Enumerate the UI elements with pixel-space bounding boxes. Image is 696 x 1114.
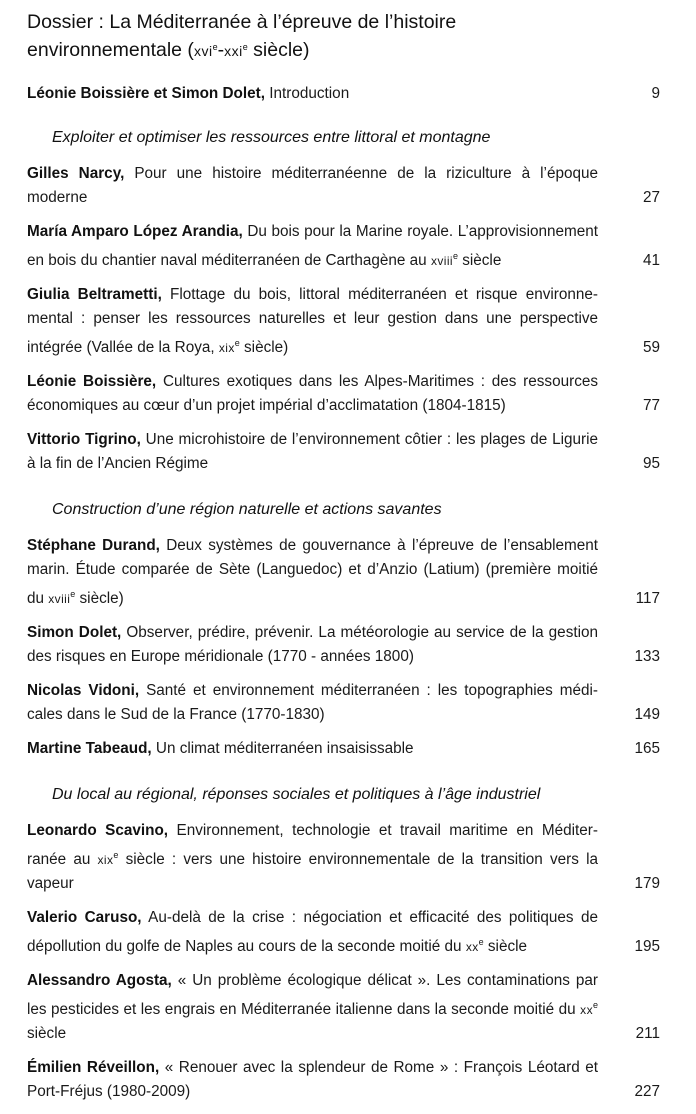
entry-author: Giulia Beltrametti,: [27, 286, 162, 303]
toc-entry[interactable]: [27, 220, 660, 273]
entry-century: xx: [580, 1003, 593, 1017]
entry-title: Cultures exotiques dans les Alpes-Maritimes : des ressources économiques au cœur d’un projet impérial d’acclimatation (1804-1815): [27, 373, 598, 414]
dossier-title-main: Dossier : La Méditerranée à l’épreuve de l’histoire: [27, 11, 457, 33]
entry-page-number: 95: [642, 455, 660, 472]
entry-page-number: 195: [634, 938, 660, 955]
entry-page-number: 227: [634, 1083, 660, 1100]
entry-author: Valerio Caruso,: [27, 909, 142, 926]
entry-author: Leonardo Scavino,: [27, 822, 169, 839]
entry-title: Pour une histoire méditerranéenne de la riziculture à l’époque moderne: [27, 165, 598, 206]
entry-page-number: 59: [642, 339, 660, 356]
toc-entry[interactable]: [27, 906, 660, 959]
entry-century-sup: e: [478, 937, 484, 947]
entry-page-number: 211: [635, 1025, 660, 1042]
entry-page-number: 41: [642, 252, 660, 269]
entry-author: María Amparo López Arandia,: [27, 223, 243, 240]
century-end: xxi: [224, 43, 243, 59]
entry-century: xix: [97, 853, 114, 867]
entry-author: Léonie Boissière et Simon Dolet,: [27, 85, 266, 102]
toc-entry[interactable]: [27, 621, 660, 669]
century-start: xvi: [193, 43, 213, 59]
toc-entry[interactable]: [27, 1056, 660, 1104]
toc-sections: [27, 126, 660, 1104]
entry-page-number: 117: [635, 590, 660, 607]
entry-century: xx: [465, 940, 479, 954]
entry-title-end: siècle): [239, 339, 289, 356]
entry-century-sup: e: [234, 338, 240, 348]
toc-entry-intro[interactable]: [27, 82, 660, 106]
entry-century-sup: e: [592, 1000, 598, 1010]
entry-title: Environnement, technologie et travail maritime en Méditerranée au: [27, 822, 598, 868]
dossier-title-end: siècle): [247, 39, 310, 61]
entry-author: Léonie Boissière,: [27, 373, 157, 390]
entry-century-sup: e: [70, 589, 76, 599]
entry-title-end: siècle): [75, 590, 124, 607]
entry-author: Stéphane Durand,: [27, 537, 160, 554]
toc-section-3: [27, 783, 660, 1104]
toc-section-1: [27, 126, 660, 476]
century-start-sup: e: [212, 42, 218, 52]
entry-author: Martine Tabeaud,: [27, 740, 152, 757]
toc-entry[interactable]: [27, 969, 660, 1046]
toc-section-2: [27, 498, 660, 761]
entry-title-end: siècle: [27, 1025, 67, 1042]
section-heading: Construction d’une région naturelle et actions savantes: [52, 501, 442, 518]
entry-author: Émilien Réveillon,: [27, 1059, 160, 1076]
entry-author: Vittorio Tigrino,: [27, 431, 141, 448]
toc-entry[interactable]: [27, 428, 660, 476]
entry-page-number: 165: [634, 740, 660, 757]
entry-century: xviii: [430, 254, 453, 268]
entry-page-number: 77: [642, 397, 660, 414]
entry-title: « Renouer avec la splendeur de Rome » : François Léotard et Port-Fréjus (1980-2009): [27, 1059, 598, 1100]
toc-entry[interactable]: [27, 737, 660, 761]
entry-title: « Un problème écologique délicat ». Les contaminations par les pesticides et les engrais en Méditerranée italienne dans la seconde moitié du: [27, 972, 598, 1018]
section-heading: Du local au régional, réponses sociales et politiques à l’âge industriel: [52, 786, 541, 803]
toc-entry[interactable]: [27, 162, 660, 210]
century-separator: -: [217, 39, 225, 61]
entry-title: Observer, prédire, prévenir. La météorologie au service de la gestion des risques en Europe méridionale (1770 - années 1800): [27, 624, 599, 665]
entry-author: Alessandro Agosta,: [27, 972, 172, 989]
entry-century: xix: [218, 341, 235, 355]
toc-entry[interactable]: [27, 819, 660, 896]
entry-century: xviii: [48, 592, 71, 606]
entry-page-number: 149: [634, 706, 660, 723]
entry-title: Une microhistoire de l’environnement côtier : les plages de Ligurie à la fin de l’Ancien Régime: [27, 431, 598, 472]
table-of-contents: [27, 10, 660, 1114]
entry-title-end: siècle: [457, 252, 502, 269]
entry-page-number: 27: [642, 189, 660, 206]
entry-title-end: siècle : vers une histoire environnementale de la transition vers la vapeur: [27, 851, 599, 892]
entry-title: Deux systèmes de gouvernance à l’épreuve de l’ensablement marin. Étude comparée de Sète (Languedoc) et d’Anzio (Latium) (première moitié du: [27, 537, 599, 607]
entry-author: Simon Dolet,: [27, 624, 122, 641]
toc-entry[interactable]: [27, 283, 660, 360]
dossier-title: [27, 10, 660, 64]
entry-title: Au-delà de la crise : négociation et efficacité des politiques de dépollution du golfe de Naples au cours de la seconde moitié du: [27, 909, 598, 955]
toc-entry[interactable]: [27, 679, 660, 727]
entry-century-sup: e: [113, 850, 119, 860]
entry-page-number: 179: [634, 875, 660, 892]
entry-title: Un climat méditerranéen insaisissable: [151, 740, 414, 757]
toc-entry[interactable]: [27, 534, 660, 611]
entry-title: Introduction: [265, 85, 350, 102]
entry-title: Santé et environnement méditerranéen : les topographies médicales dans le Sud de la France (1770-1830): [27, 682, 598, 723]
toc-entry[interactable]: [27, 370, 660, 418]
entry-title: Flottage du bois, littoral méditerranéen et risque environnemental : penser les ressources naturelles et leur gestion dans une perspective intégrée (Vallée de la Roya,: [27, 286, 599, 356]
entry-page-number: 9: [651, 85, 660, 102]
entry-title: Du bois pour la Marine royale. L’approvisionnement en bois du chantier naval méditerranéen de Carthagène au: [27, 223, 599, 269]
section-heading: Exploiter et optimiser les ressources entre littoral et montagne: [52, 129, 491, 146]
century-end-sup: e: [242, 42, 248, 52]
entry-century-sup: e: [452, 251, 458, 261]
entry-author: Gilles Narcy,: [27, 165, 125, 182]
entry-page-number: 133: [634, 648, 660, 665]
entry-title-end: siècle: [483, 938, 527, 955]
dossier-title-line2: environnementale (: [27, 39, 194, 61]
entry-author: Nicolas Vidoni,: [27, 682, 140, 699]
